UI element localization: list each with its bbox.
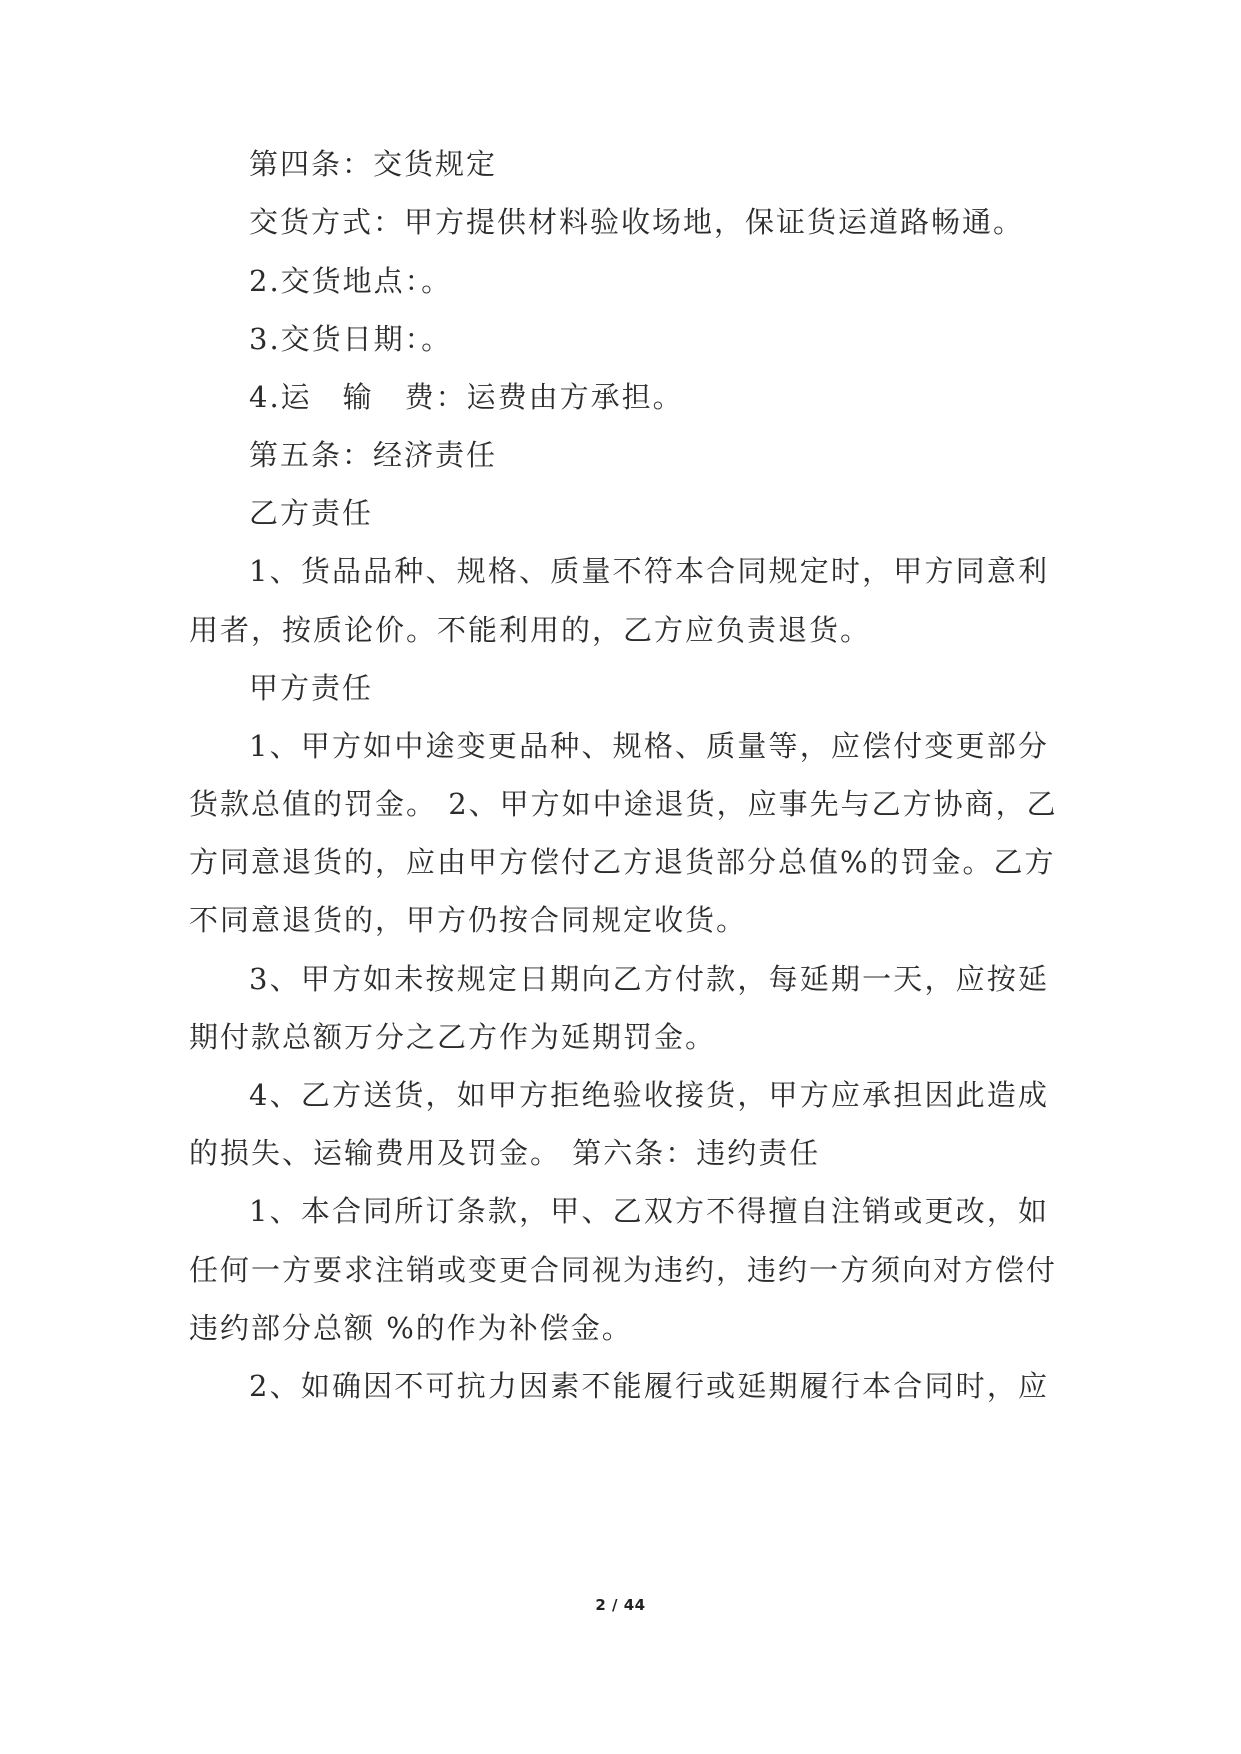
paragraph-line: 1、甲方如中途变更品种、规格、质量等，应偿付变更部分 <box>249 729 1049 763</box>
page-number: 2 / 44 <box>595 1596 646 1614</box>
paragraph-line: 违约部分总额 %的作为补偿金。 <box>189 1311 633 1345</box>
paragraph-line: 的损失、运输费用及罚金。 第六条：违约责任 <box>189 1136 821 1170</box>
paragraph-line: 期付款总额万分之乙方作为延期罚金。 <box>189 1020 717 1054</box>
paragraph-line: 任何一方要求注销或变更合同视为违约，违约一方须向对方偿付 <box>189 1253 1058 1287</box>
party-a-responsibility-heading: 甲方责任 <box>249 671 374 705</box>
party-b-responsibility-heading: 乙方责任 <box>249 496 374 530</box>
delivery-location-line: 2.交货地点：。 <box>249 264 453 298</box>
paragraph-line: 货款总值的罚金。 2、甲方如中途退货，应事先与乙方协商，乙 <box>189 787 1058 821</box>
paragraph-line: 3、甲方如未按规定日期向乙方付款，每延期一天，应按延 <box>249 962 1049 996</box>
article-5-heading: 第五条：经济责任 <box>249 438 498 472</box>
paragraph-line: 1、货品品种、规格、质量不符本合同规定时，甲方同意利 <box>249 554 1049 588</box>
freight-line: 4.运 输 费：运费由方承担。 <box>249 380 684 414</box>
paragraph-line: 2、如确因不可抗力因素不能履行或延期履行本合同时，应 <box>249 1369 1049 1403</box>
delivery-method-line: 交货方式：甲方提供材料验收场地，保证货运道路畅通。 <box>249 205 1025 239</box>
article-4-heading: 第四条：交货规定 <box>249 147 498 181</box>
paragraph-line: 不同意退货的，甲方仍按合同规定收货。 <box>189 903 748 937</box>
delivery-date-line: 3.交货日期：。 <box>249 322 453 356</box>
paragraph-line: 用者，按质论价。不能利用的，乙方应负责退货。 <box>189 613 872 647</box>
paragraph-line: 方同意退货的，应由甲方偿付乙方退货部分总值%的罚金。乙方 <box>189 845 1056 879</box>
paragraph-line: 4、乙方送货，如甲方拒绝验收接货，甲方应承担因此造成 <box>249 1078 1049 1112</box>
paragraph-line: 1、本合同所订条款，甲、乙双方不得擅自注销或更改，如 <box>249 1194 1049 1228</box>
